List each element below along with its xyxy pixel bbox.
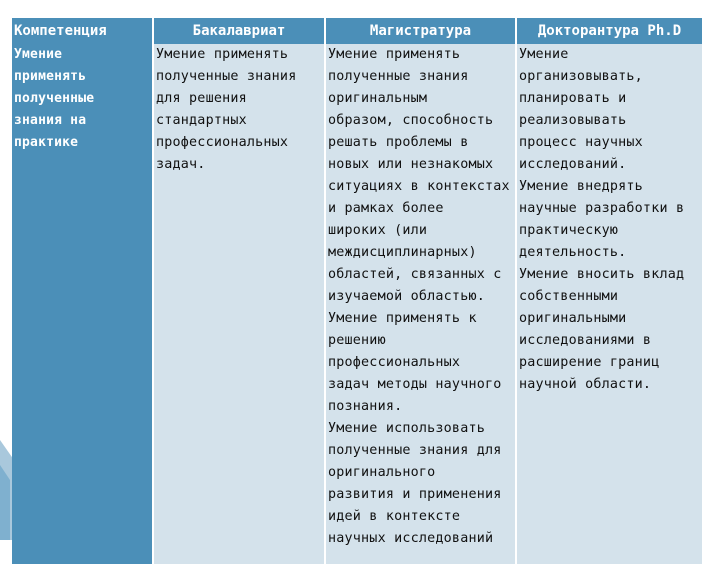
cell-text-line: полученные знания для — [328, 443, 502, 458]
competency-table — [12, 18, 702, 564]
header-phd: Докторантура Ph.D — [516, 18, 702, 44]
cell-text-line: развития и применения — [328, 487, 502, 502]
cell-competency — [12, 44, 153, 564]
cell-text-line: Умение внедрять — [519, 179, 643, 194]
cell-text-line: областей, связанных с — [328, 267, 502, 282]
cell-text-line: образом, способность — [328, 113, 494, 128]
cell-text-line: знания на — [14, 113, 87, 128]
cell-text-line: научные разработки в — [519, 201, 685, 216]
cell-bachelor — [153, 44, 325, 564]
cell-text-line: решать проблемы в — [328, 135, 469, 150]
cell-text-line: планировать и — [519, 91, 627, 106]
cell-text-line: процесс научных — [519, 135, 643, 150]
cell-text-line: задач. — [156, 157, 206, 172]
cell-text-line: Умение — [14, 47, 63, 62]
cell-text-line: Умение — [519, 47, 569, 62]
cell-text-line: применять — [14, 69, 87, 84]
cell-text-line: Умение применять к — [328, 311, 477, 326]
cell-text-line: оригинальным — [328, 91, 428, 106]
cell-text-line: исследованиями в — [519, 333, 652, 348]
cell-text-line: Умение вносить вклад — [519, 267, 685, 282]
cell-text-line: Умение использовать — [328, 421, 485, 436]
cell-text-line: Умение применять — [328, 47, 461, 62]
cell-text-line: научной области. — [519, 377, 652, 392]
cell-text-line: Умение применять — [156, 47, 289, 62]
cell-text-line: и рамках более — [328, 201, 444, 216]
cell-text-line: изучаемой областью. — [328, 289, 485, 304]
cell-text-line: полученные знания — [156, 69, 297, 84]
cell-text-line: познания. — [328, 399, 403, 414]
cell-text-line: организовывать, — [519, 69, 643, 84]
cell-text-line: научных исследований — [328, 531, 494, 546]
table-row — [12, 44, 702, 564]
cell-text-line: полученные — [14, 91, 95, 106]
cell-text-line: идей в контексте — [328, 509, 461, 524]
cell-text-line: исследований. — [519, 157, 627, 172]
cell-text-line: профессиональных — [156, 135, 289, 150]
cell-text-line: для решения — [156, 91, 247, 106]
cell-text-line: расширение границ — [519, 355, 660, 370]
header-bachelor: Бакалавриат — [153, 18, 325, 44]
cell-text-line: ситуациях в контекстах — [328, 179, 510, 194]
cell-text-line: междисциплинарных) — [328, 245, 477, 260]
cell-text-line: новых или незнакомых — [328, 157, 494, 172]
cell-text-line: собственными — [519, 289, 619, 304]
cell-text-line: реализовывать — [519, 113, 627, 128]
cell-text-line: полученные знания — [328, 69, 469, 84]
cell-text-line: практике — [14, 135, 79, 150]
cell-text-line: задач методы научного — [328, 377, 502, 392]
cell-text-line: оригинальными — [519, 311, 627, 326]
cell-text-line: деятельность. — [519, 245, 627, 260]
cell-text-line: стандартных — [156, 113, 247, 128]
cell-phd — [516, 44, 702, 564]
header-row — [12, 18, 702, 44]
cell-text-line: оригинального — [328, 465, 436, 480]
cell-master — [325, 44, 516, 564]
header-master: Магистратура — [325, 18, 516, 44]
header-competency: Компетенция — [12, 18, 153, 44]
cell-text-line: практическую — [519, 223, 619, 238]
cell-text-line: широких (или — [328, 223, 428, 238]
cell-text-line: профессиональных — [328, 355, 461, 370]
cell-text-line: решению — [328, 333, 386, 348]
